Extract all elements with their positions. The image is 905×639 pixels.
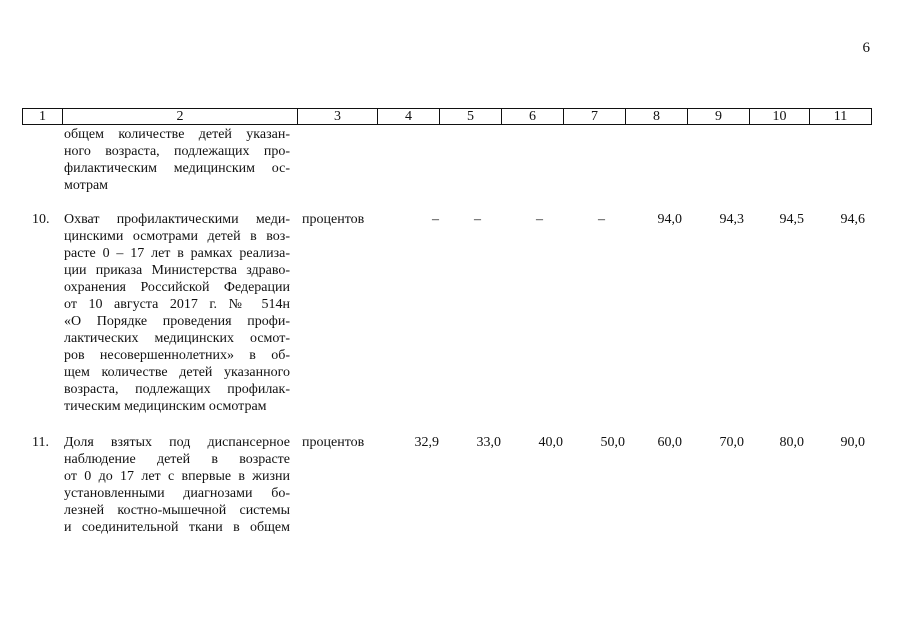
value-col-6: 40,0 [538, 435, 563, 450]
value-col-5: 33,0 [476, 435, 501, 450]
value-col-11: 94,6 [840, 212, 865, 227]
column-header-4: 4 [378, 109, 440, 125]
row-description [64, 126, 290, 194]
desc-line: установленными диагнозами бо- [64, 486, 290, 501]
row-number: 10. [32, 212, 50, 227]
value-col-4: 32,9 [414, 435, 439, 450]
value-col-10: 94,5 [779, 212, 804, 227]
column-header-1: 1 [23, 109, 63, 125]
column-header-11: 11 [810, 109, 872, 125]
desc-line: от 0 до 17 лет с впервые в жизни [64, 469, 290, 484]
column-header-5: 5 [440, 109, 502, 125]
value-col-10: 80,0 [779, 435, 804, 450]
row-number: 11. [32, 435, 49, 450]
desc-line: «О Порядке проведения профи- [64, 314, 290, 329]
value-col-4: – [432, 212, 439, 227]
column-header-6: 6 [502, 109, 564, 125]
desc-line: тическим медицинским осмотрам [64, 399, 267, 414]
value-col-8: 94,0 [657, 212, 682, 227]
desc-line: лактических медицинских осмот- [64, 331, 290, 346]
value-col-9: 70,0 [719, 435, 744, 450]
column-header-3: 3 [298, 109, 378, 125]
row-unit: процентов [302, 435, 365, 450]
row-description [64, 434, 290, 536]
value-col-11: 90,0 [840, 435, 865, 450]
desc-line: лезней костно-мышечной системы [64, 503, 290, 518]
column-header-9: 9 [688, 109, 750, 125]
column-header-2: 2 [63, 109, 298, 125]
desc-line: от 10 августа 2017 г. № 514н [64, 297, 290, 312]
desc-line: общем количестве детей указан- [64, 127, 290, 142]
column-header-8: 8 [626, 109, 688, 125]
desc-line: мотрам [64, 178, 109, 193]
desc-line: ров несовершеннолетних» в об- [64, 348, 290, 363]
value-col-8: 60,0 [657, 435, 682, 450]
row-unit: процентов [302, 212, 365, 227]
desc-line: Охват профилактическими меди- [64, 212, 290, 227]
column-number-header [22, 108, 872, 125]
desc-line: ции приказа Министерства здраво- [64, 263, 290, 278]
desc-line: и соединительной ткани в общем [64, 520, 290, 535]
row-description [64, 211, 290, 415]
desc-line: ного возраста, подлежащих про- [64, 144, 290, 159]
desc-line: Доля взятых под диспансерное [64, 435, 290, 450]
value-col-5: – [474, 212, 481, 227]
value-col-7: 50,0 [600, 435, 625, 450]
value-col-9: 94,3 [719, 212, 744, 227]
desc-line: цинскими осмотрами детей в воз- [64, 229, 290, 244]
value-col-7: – [598, 212, 605, 227]
desc-line: охранения Российской Федерации [64, 280, 290, 295]
value-col-6: – [536, 212, 543, 227]
column-header-7: 7 [564, 109, 626, 125]
page-number: 6 [862, 40, 870, 56]
desc-line: расте 0 – 17 лет в рамках реализа- [64, 246, 290, 261]
desc-line: наблюдение детей в возрасте [64, 452, 290, 467]
desc-line: щем количестве детей указанного [64, 365, 290, 380]
desc-line: возраста, подлежащих профилак- [64, 382, 290, 397]
column-header-10: 10 [750, 109, 810, 125]
desc-line: филактическим медицинским ос- [64, 161, 290, 176]
